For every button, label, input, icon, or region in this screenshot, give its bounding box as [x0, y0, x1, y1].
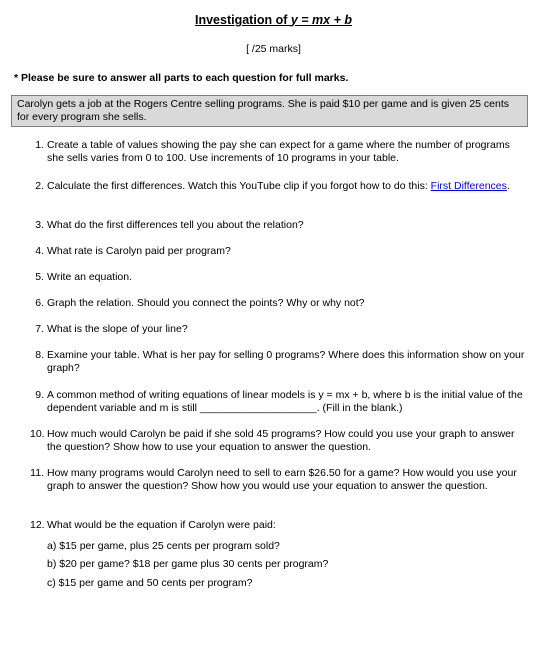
subpart-b: b) $20 per game? $18 per game plus 30 cents per program?	[47, 558, 329, 570]
page-title: Investigation of y = mx + b	[195, 13, 352, 27]
first-differences-link[interactable]: First Differences	[430, 180, 507, 192]
title-equation: y = mx + b	[290, 13, 352, 27]
subpart-c: c) $15 per game and 50 cents per program?	[47, 577, 253, 589]
scenario-box: Carolyn gets a job at the Rogers Centre selling programs. She is paid $10 per game and is given 25 cents for every program she sells.	[11, 95, 528, 127]
instructions-note: * Please be sure to answer all parts to each question for full marks.	[14, 72, 349, 84]
subpart-a: a) $15 per game, plus 25 cents per program sold?	[47, 540, 280, 552]
marks-label: [ /25 marks]	[246, 43, 301, 55]
